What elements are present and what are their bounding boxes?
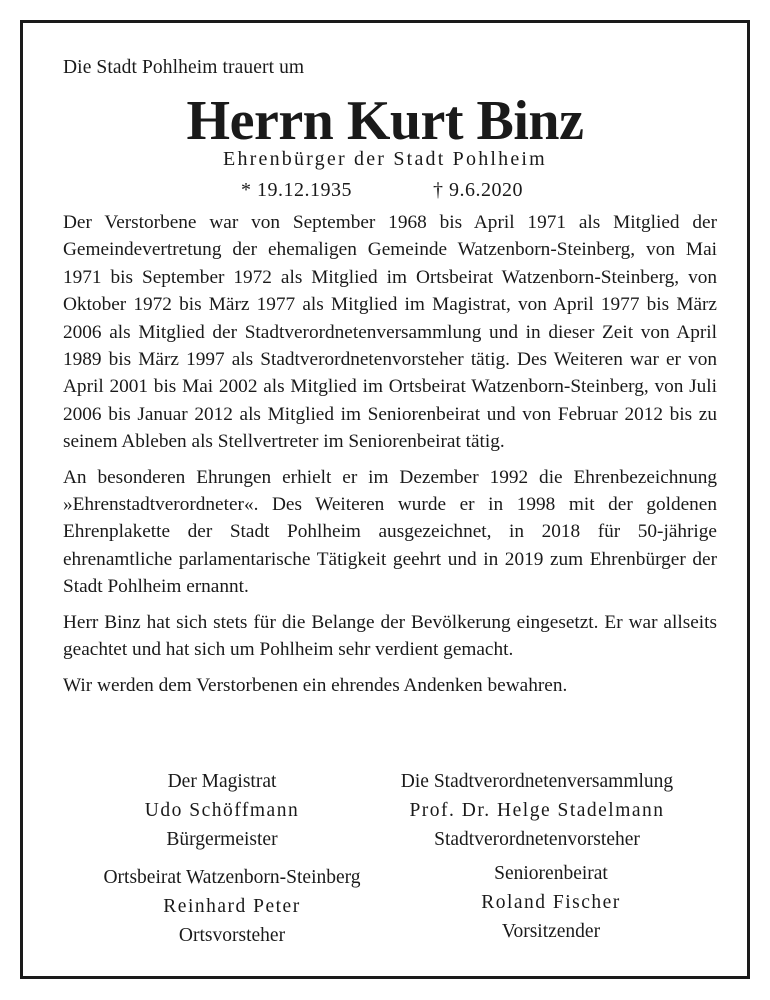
paragraph-tribute: Herr Binz hat sich stets für die Belange der Bevölkerung eingesetzt. Er war allseits geachtet und hat sich um Pohlheim sehr verdient gemacht.	[63, 611, 717, 661]
death-date: † 9.6.2020	[433, 179, 523, 201]
birth-date: * 19.12.1935	[241, 179, 352, 201]
signature-person: Udo Schöffmann	[144, 800, 300, 821]
obituary-frame	[20, 20, 750, 979]
signature-seniorenbeirat	[451, 859, 651, 946]
paragraph-honors: An besonderen Ehrungen erhielt er im Dezember 1992 die Ehrenbezeichnung »Ehrenstadtverordneter«. Des Weiteren wurde er in 1998 mit der goldenen Ehrenplakette der Stadt Pohlheim ausgezeichnet, in 2018 für 50-jährige ehrenamtliche parlamentarische Tätigkeit geehrt und in 2019 zum Ehrenbürger der Stadt Pohlheim ernannt.	[63, 466, 717, 598]
signature-person: Roland Fischer	[481, 892, 621, 913]
signature-role: Bürgermeister	[166, 829, 278, 850]
signature-stadtverordnetenversammlung	[367, 767, 707, 854]
signature-body: Die Stadtverordnetenversammlung	[400, 771, 674, 792]
obituary-body	[63, 209, 717, 707]
honor-title: Ehrenbürger der Stadt Pohlheim	[223, 148, 547, 170]
signature-role: Ortsvorsteher	[178, 925, 286, 946]
paragraph-closing: Wir werden dem Verstorbenen ein ehrendes Andenken bewahren.	[63, 674, 568, 696]
signature-body: Der Magistrat	[167, 771, 277, 792]
signature-person: Reinhard Peter	[163, 896, 301, 917]
signature-person: Prof. Dr. Helge Stadelmann	[409, 800, 665, 821]
signature-body: Ortsbeirat Watzenborn-Steinberg	[103, 867, 361, 888]
signature-body: Seniorenbeirat	[494, 863, 608, 884]
deceased-name: Herrn Kurt Binz	[186, 90, 584, 152]
signature-role: Stadtverordnetenvorsteher	[434, 829, 640, 850]
intro-text: Die Stadt Pohlheim trauert um	[63, 57, 305, 78]
paragraph-career: Der Verstorbene war von September 1968 bis April 1971 als Mitglied der Gemeindevertretung der ehemaligen Gemeinde Watzenborn-Steinberg, von Mai 1971 bis September 1972 als Mitglied im Ortsbeirat Watzenborn-Steinberg, von Oktober 1972 bis März 1977 als Mitglied im Magistrat, von April 1977 bis März 2006 als Mitglied der Stadtverordnetenversammlung und in dieser Zeit von April 1989 bis März 1997 als Stadtverordnetenvorsteher tätig. Des Weiteren war er von April 2001 bis Mai 2002 als Mitglied im Ortsbeirat Watzenborn-Steinberg, von Juli 2006 bis Januar 2012 als Mitglied im Seniorenbeirat und von Februar 2012 bis zu seinem Ableben als Stellvertreter im Seniorenbeirat tätig.	[63, 212, 717, 453]
signature-ortsbeirat	[67, 863, 397, 950]
signature-role: Vorsitzender	[501, 921, 601, 942]
signature-magistrat	[97, 767, 347, 854]
